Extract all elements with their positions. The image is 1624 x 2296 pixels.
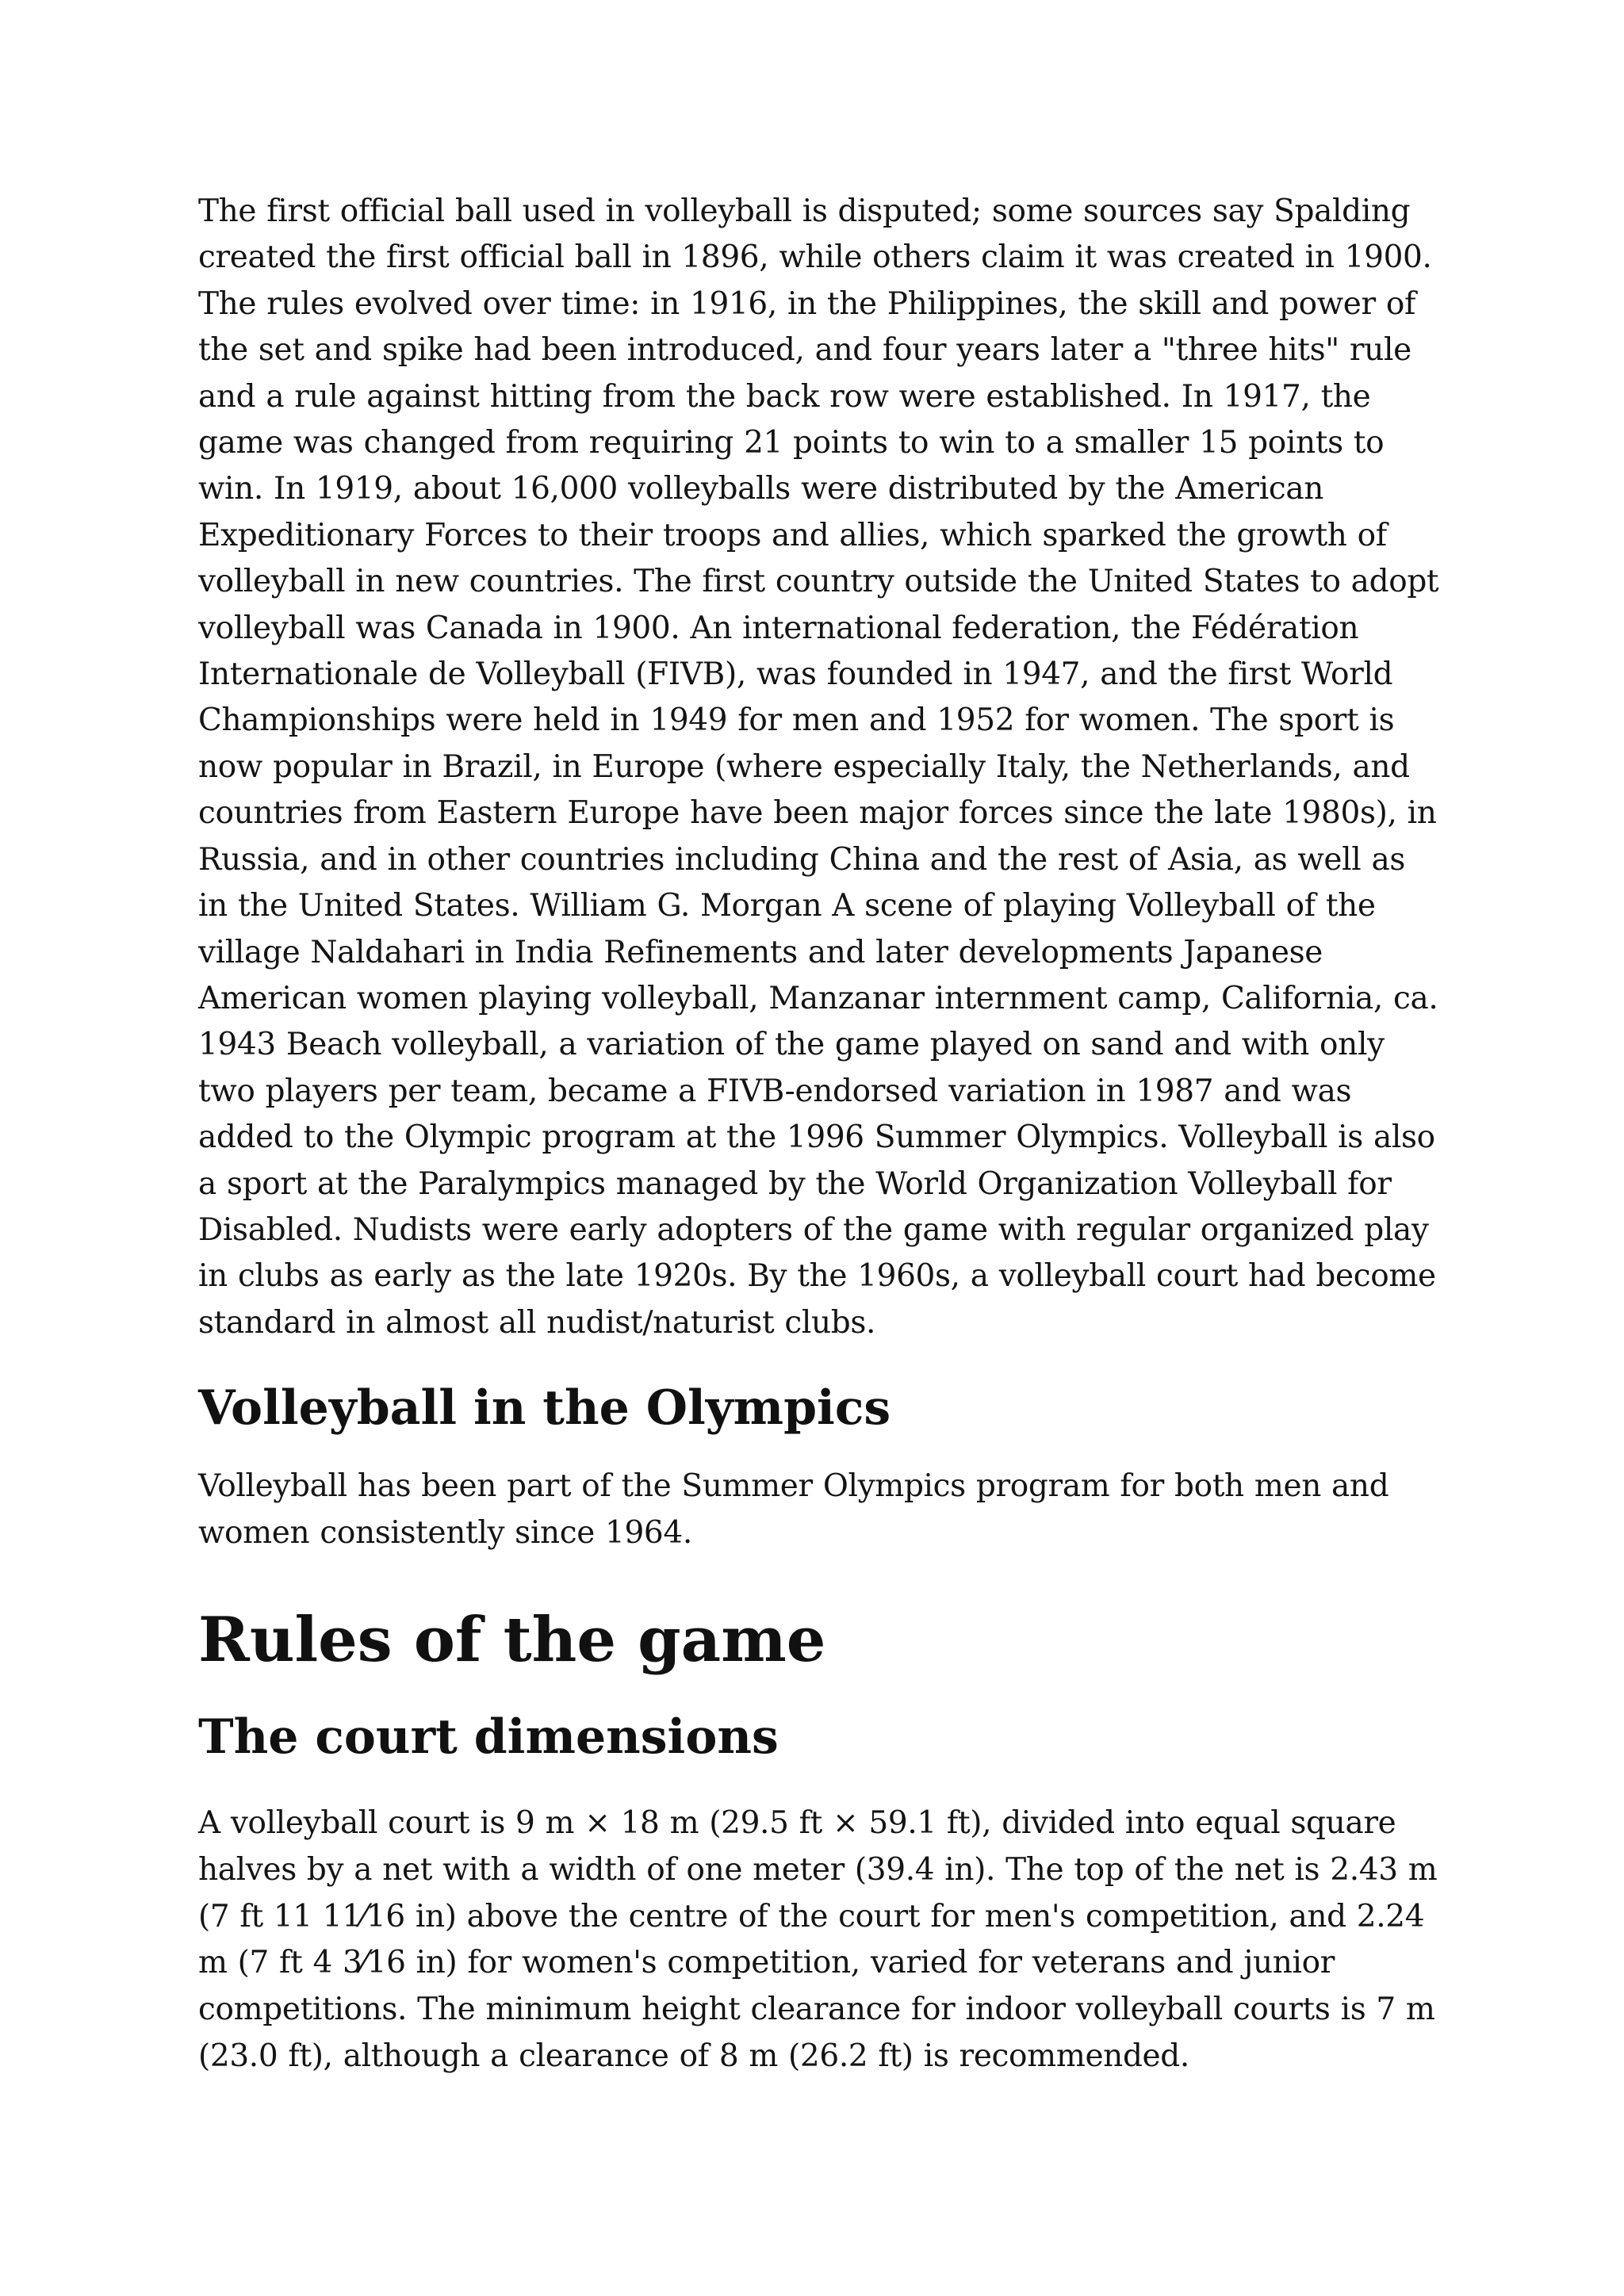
olympics-heading: Volleyball in the Olympics <box>198 1380 891 1437</box>
document-page <box>198 189 1443 2080</box>
rules-heading: Rules of the game <box>198 1603 826 1676</box>
court-dimensions-paragraph: A volleyball court is 9 m × 18 m (29.5 ft × 59.1 ft), divided into equal square halves by a net with a width of one meter (39.4 in). The top of the net is 2.43 m (7 ft 11 11⁄16 in) above the centre of the court for men's competition, and 2.24 m (7 ft 4 3⁄16 in) for women's competition, varied for veterans and junior competitions. The minimum height clearance for indoor volleyball courts is 7 m (23.0 ft), although a clearance of 8 m (26.2 ft) is recommended. <box>198 1804 1438 2074</box>
history-paragraph: The first official ball used in volleyball is disputed; some sources say Spalding created the first official ball in 1896, while others claim it was created in 1900. The rules evolved over time: in 1916, in the Philippines, the skill and power of the set and spike had been introduced, and four years later a "three hits" rule and a rule against hitting from the back row were established. In 1917, the game was changed from requiring 21 points to win to a smaller 15 points to win. In 1919, about 16,000 volleyballs were distributed by the American Expeditionary Forces to their troops and allies, which sparked the growth of volleyball in new countries. The first country outside the United States to adopt volleyball was Canada in 1900. An international federation, the Fédération Internationale de Volleyball (FIVB), was founded in 1947, and the first World Championships were held in 1949 for men and 1952 for women. The sport is now popular in Brazil, in Europe (where especially Italy, the Netherlands, and countries from Eastern Europe have been major forces since the late 1980s), in Russia, and in other countries including China and the rest of Asia, as well as in the United States. William G. Morgan A scene of playing Volleyball of the village Naldahari in India Refinements and later developments Japanese American women playing volleyball, Manzanar internment camp, California, ca. 1943 Beach volleyball, a variation of the game played on sand and with only two players per team, became a FIVB-endorsed variation in 1987 and was added to the Olympic program at the 1996 Summer Olympics. Volleyball is also a sport at the Paralympics managed by the World Organization Volleyball for Disabled. Nudists were early adopters of the game with regular organized play in clubs as early as the late 1920s. By the 1960s, a volleyball court had become standard in almost all nudist/naturist clubs. <box>198 193 1439 1341</box>
olympics-paragraph: Volleyball has been part of the Summer Olympics program for both men and women consistently since 1964. <box>198 1468 1389 1551</box>
court-dimensions-heading: The court dimensions <box>198 1709 779 1765</box>
